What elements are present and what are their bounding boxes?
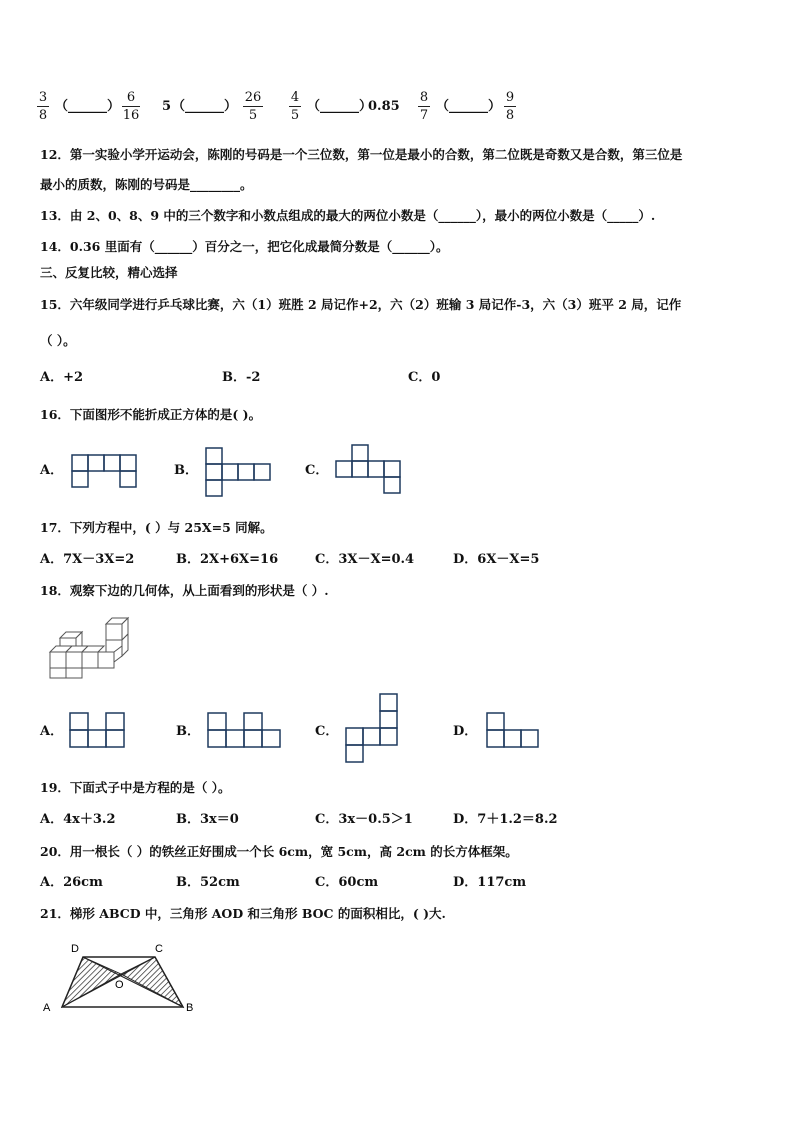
option-d[interactable]: D．7＋1.2＝8.2 [453, 812, 558, 827]
question-19: 19．下面式子中是方程的是（ ）。 [40, 780, 231, 795]
cube-net-c [336, 445, 404, 495]
question-15-line1: 15．六年级同学进行乒乓球比赛，六（1）班胜 2 局记作+2，六（2）班输 3 局记作-3，六（3）班平 2 局，记作 [40, 297, 682, 312]
question-12-line2: 最小的质数，陈刚的号码是________。 [40, 177, 253, 192]
question-14: 14．0.36 里面有（______）百分之一，把它化成最简分数是（______）。 [40, 239, 449, 254]
top-view-c [346, 694, 402, 766]
fraction: 3 8 [38, 90, 48, 123]
question-17: 17．下列方程中，( ）与 25X=5 同解。 [40, 520, 273, 535]
option-b[interactable]: B．52cm [176, 875, 240, 890]
decimal: 0.85 [368, 99, 400, 114]
option-b[interactable]: B． [176, 724, 200, 739]
option-b[interactable]: B． [174, 463, 198, 478]
question-20: 20．用一根长（ ）的铁丝正好围成一个长 6cm，宽 5cm，高 2cm 的长方体框架。 [40, 844, 518, 859]
fraction: 6 16 [122, 90, 140, 123]
point-label-o: O [115, 979, 124, 991]
blank[interactable]: （______） [172, 99, 238, 114]
vertex-label-c: C [155, 943, 163, 955]
top-view-d [487, 713, 541, 749]
fraction: 26 5 [244, 90, 262, 123]
vertex-label-d: D [71, 943, 79, 955]
cube-net-a [72, 455, 138, 489]
option-c[interactable]: C．3x－0.5＞1 [315, 812, 413, 827]
blank[interactable]: （______） [55, 99, 121, 114]
vertex-label-a: A [43, 1002, 51, 1014]
blank[interactable]: （______） [307, 99, 373, 114]
option-d[interactable]: D．6X－X=5 [453, 552, 540, 567]
question-15-line2: （ ）。 [40, 333, 76, 348]
cube-solid-figure [46, 618, 132, 682]
option-a[interactable]: A．7X－3X=2 [40, 552, 135, 567]
question-12-line1: 12．第一实验小学开运动会，陈刚的号码是一个三位数，第一位是最小的合数，第二位既是奇数又是合数，第三位是 [40, 147, 683, 162]
fraction: 8 7 [419, 90, 429, 123]
fraction: 9 8 [505, 90, 515, 123]
question-13: 13．由 2、0、8、9 中的三个数字和小数点组成的最大的两位小数是（______），最小的两位小数是（_____）. [40, 208, 656, 223]
option-b[interactable]: B．3x＝0 [176, 812, 239, 827]
option-d[interactable]: D． [453, 724, 478, 739]
integer: 5 [162, 99, 172, 114]
option-a[interactable]: A．26cm [40, 875, 103, 890]
option-b[interactable]: B．-2 [222, 370, 261, 385]
fraction: 4 5 [290, 90, 300, 123]
top-view-b [208, 713, 282, 749]
question-18: 18．观察下边的几何体，从上面看到的形状是（ ）. [40, 583, 329, 598]
section-title: 三、反复比较，精心选择 [40, 265, 178, 280]
question-16: 16．下面图形不能折成正方体的是( )。 [40, 407, 262, 422]
vertex-label-b: B [186, 1002, 194, 1014]
option-a[interactable]: A．+2 [40, 370, 84, 385]
blank[interactable]: （______） [436, 99, 502, 114]
option-c[interactable]: C．3X－X=0.4 [315, 552, 415, 567]
option-c[interactable]: C．60cm [315, 875, 379, 890]
option-c[interactable]: C．0 [408, 370, 441, 385]
option-a[interactable]: A．4x＋3.2 [40, 812, 116, 827]
cube-net-b [206, 448, 272, 498]
question-21: 21．梯形 ABCD 中，三角形 AOD 和三角形 BOC 的面积相比，( )大. [40, 906, 446, 921]
top-view-a [70, 713, 126, 749]
option-c[interactable]: C． [305, 463, 329, 478]
option-a[interactable]: A． [40, 463, 64, 478]
trapezoid-figure [40, 940, 200, 1020]
option-d[interactable]: D．117cm [453, 875, 527, 890]
option-a[interactable]: A． [40, 724, 64, 739]
option-c[interactable]: C． [315, 724, 339, 739]
option-b[interactable]: B．2X+6X=16 [176, 552, 279, 567]
